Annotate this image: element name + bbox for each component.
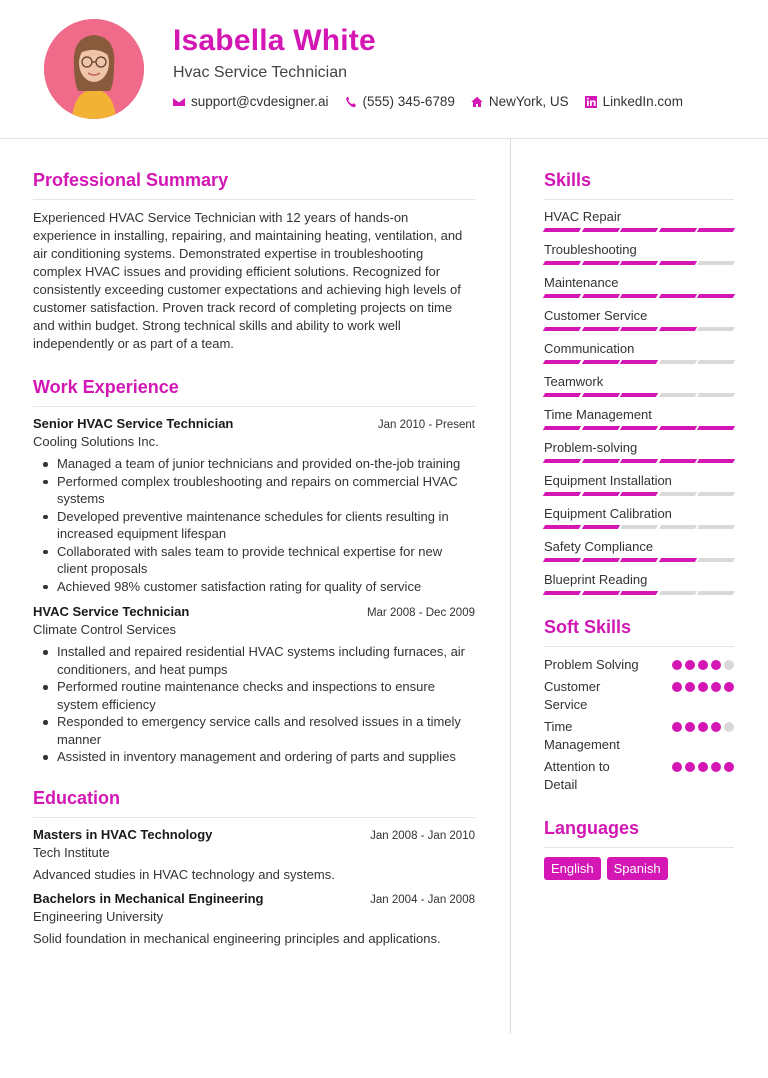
skill-level-bar	[544, 558, 734, 562]
skill-level-segment	[620, 360, 658, 364]
job-title: Senior HVAC Service Technician	[33, 416, 234, 431]
job-date: Mar 2008 - Dec 2009	[366, 607, 475, 619]
contact-row	[173, 94, 683, 109]
skill-level-segment	[543, 393, 581, 397]
skill-level-segment	[620, 426, 658, 430]
skill-level-segment	[659, 426, 697, 430]
job-bullet: Installed and repaired residential HVAC systems including furnaces, air conditioners, and heat pumps	[33, 643, 475, 678]
skill-level-segment	[620, 558, 658, 562]
soft-skill-name: Problem Solving	[544, 657, 639, 672]
rating-dot	[672, 722, 682, 732]
home-icon	[471, 96, 483, 108]
soft-skill-item	[544, 678, 734, 714]
skill-level-segment	[581, 327, 619, 331]
job-bullet: Assisted in inventory management and ordering of parts and supplies	[33, 748, 475, 766]
skill-level-segment	[581, 294, 619, 298]
skill-level-segment	[697, 228, 735, 232]
job-bullet: Performed routine maintenance checks and inspections to ensure system efficiency	[33, 678, 475, 713]
contact-linkedin[interactable]	[585, 94, 683, 109]
skill-level-bar	[544, 525, 734, 529]
skill-level-segment	[697, 591, 735, 595]
skill-name: Equipment Calibration	[544, 506, 672, 521]
language-tags	[544, 857, 734, 880]
skill-level-segment	[620, 459, 658, 463]
skill-level-segment	[659, 459, 697, 463]
skill-level-segment	[659, 393, 697, 397]
skill-level-segment	[697, 558, 735, 562]
candidate-name: Isabella White	[173, 24, 376, 57]
skill-name: Safety Compliance	[544, 539, 654, 554]
skill-level-segment	[581, 525, 619, 529]
skills-heading: Skills	[544, 170, 734, 200]
skill-level-segment	[543, 558, 581, 562]
degree-title: Bachelors in Mechanical Engineering	[33, 890, 264, 906]
skill-level-segment	[581, 459, 619, 463]
rating-dot	[724, 722, 734, 732]
skill-level-segment	[659, 525, 697, 529]
contact-phone-text: (555) 345-6789	[362, 94, 455, 109]
soft-skills-list	[544, 656, 734, 794]
skill-name: Problem-solving	[544, 440, 638, 455]
job-bullet: Responded to emergency service calls and resolved issues in a timely manner	[33, 713, 475, 748]
skill-level-segment	[697, 327, 735, 331]
skill-item	[544, 242, 734, 265]
skill-level-segment	[659, 591, 697, 595]
linkedin-icon	[585, 96, 597, 108]
rating-dot	[698, 762, 708, 772]
skill-item	[544, 209, 734, 232]
skill-level-segment	[620, 228, 658, 232]
skill-item	[544, 341, 734, 364]
skills-section	[544, 170, 734, 595]
skill-level-segment	[620, 525, 658, 529]
rating-dot	[698, 682, 708, 692]
skill-name: Blueprint Reading	[544, 572, 648, 587]
rating-dot	[672, 762, 682, 772]
rating-dot	[711, 722, 721, 732]
skill-level-segment	[581, 393, 619, 397]
soft-skill-rating	[672, 722, 734, 732]
rating-dot	[711, 762, 721, 772]
education-date: Jan 2004 - Jan 2008	[370, 893, 475, 906]
degree-title: Masters in HVAC Technology	[33, 826, 213, 842]
skill-level-segment	[543, 492, 581, 496]
job-entry	[33, 604, 475, 766]
skill-level-segment	[581, 591, 619, 595]
skill-level-segment	[659, 360, 697, 364]
job-bullet: Managed a team of junior technicians and provided on-the-job training	[33, 455, 475, 473]
skill-name: Maintenance	[544, 275, 619, 290]
rating-dot	[711, 682, 721, 692]
rating-dot	[685, 660, 695, 670]
contact-linkedin-text: LinkedIn.com	[602, 94, 683, 109]
job-bullet: Collaborated with sales team to provide technical expertise for new client proposals	[33, 543, 475, 578]
skill-level-segment	[659, 492, 697, 496]
rating-dot	[672, 660, 682, 670]
skill-level-segment	[543, 426, 581, 430]
skill-level-segment	[620, 327, 658, 331]
skill-level-segment	[543, 360, 581, 364]
contact-phone[interactable]	[345, 94, 455, 109]
skill-level-segment	[697, 426, 735, 430]
skill-name: Teamwork	[544, 374, 604, 389]
skill-level-segment	[659, 558, 697, 562]
skill-level-segment	[543, 591, 581, 595]
skill-item	[544, 539, 734, 562]
rating-dot	[698, 660, 708, 670]
languages-section	[544, 818, 734, 880]
soft-skill-name: Customer Service	[544, 679, 601, 712]
skill-level-segment	[620, 294, 658, 298]
rating-dot	[685, 762, 695, 772]
education-entry	[33, 891, 475, 946]
skill-level-bar	[544, 393, 734, 397]
skill-level-segment	[543, 228, 581, 232]
summary-text: Experienced HVAC Service Technician with 12 years of hands-on experience in installing, repairing, and maintaining heating, ventilation, and air conditioning systems. Demonstrated expertise in troubleshooting complex HVAC issues and providing efficient solutions. Recognized for consistently exceeding customer expectations and achieving high levels of customer satisfaction. Proven track record of completing projects on time and within budget. Strong technical skills and ability to work well independently or as part of a team.	[33, 210, 463, 351]
skill-level-segment	[581, 558, 619, 562]
skill-level-segment	[543, 525, 581, 529]
skill-item	[544, 407, 734, 430]
skill-level-segment	[659, 261, 697, 265]
summary-heading: Professional Summary	[33, 170, 475, 200]
skill-item	[544, 572, 734, 595]
languages-heading: Languages	[544, 818, 734, 848]
skill-level-segment	[543, 327, 581, 331]
education-desc: Solid foundation in mechanical engineering principles and applications.	[33, 930, 441, 946]
job-bullets	[33, 455, 475, 595]
soft-skill-name: Attention to Detail	[544, 759, 610, 792]
skill-level-bar	[544, 426, 734, 430]
job-bullet: Performed complex troubleshooting and repairs on commercial HVAC systems	[33, 473, 475, 508]
skill-level-segment	[697, 459, 735, 463]
skill-level-segment	[620, 393, 658, 397]
contact-email[interactable]	[173, 94, 329, 109]
skill-level-segment	[581, 492, 619, 496]
skill-level-segment	[697, 492, 735, 496]
profile-photo-illustration	[44, 19, 144, 119]
skill-level-segment	[543, 459, 581, 463]
summary-section	[33, 170, 475, 353]
contact-location	[471, 94, 569, 109]
rating-dot	[724, 660, 734, 670]
skill-name: HVAC Repair	[544, 209, 622, 224]
skill-level-bar	[544, 327, 734, 331]
skill-level-segment	[697, 294, 735, 298]
skill-level-segment	[620, 261, 658, 265]
rating-dot	[724, 762, 734, 772]
skill-level-segment	[620, 591, 658, 595]
job-company: Climate Control Services	[33, 622, 177, 637]
language-tag: English	[544, 857, 601, 880]
soft-skill-item	[544, 656, 734, 674]
profile-photo	[44, 19, 144, 119]
rating-dot	[711, 660, 721, 670]
education-desc: Advanced studies in HVAC technology and systems.	[33, 866, 335, 882]
soft-skill-rating	[672, 682, 734, 692]
skill-item	[544, 374, 734, 397]
soft-skill-item	[544, 758, 734, 794]
rating-dot	[685, 682, 695, 692]
skill-name: Troubleshooting	[544, 242, 637, 257]
skill-level-segment	[543, 261, 581, 265]
job-bullet: Achieved 98% customer satisfaction rating for quality of service	[33, 578, 475, 596]
skill-name: Customer Service	[544, 308, 648, 323]
education-heading: Education	[33, 788, 475, 818]
skill-level-bar	[544, 294, 734, 298]
education-date: Jan 2008 - Jan 2010	[370, 829, 475, 842]
skill-item	[544, 275, 734, 298]
skill-level-segment	[697, 525, 735, 529]
soft-skills-section	[544, 617, 734, 794]
rating-dot	[672, 682, 682, 692]
job-date: Jan 2010 - Present	[377, 419, 475, 431]
skill-level-segment	[659, 294, 697, 298]
main-column	[33, 170, 475, 946]
skill-level-segment	[659, 327, 697, 331]
side-column	[544, 170, 734, 880]
education-entry	[33, 827, 475, 882]
education-section	[33, 788, 475, 946]
skill-name: Time Management	[544, 407, 652, 422]
job-bullet: Developed preventive maintenance schedules for clients resulting in increased equipment lifespan	[33, 508, 475, 543]
skill-item	[544, 308, 734, 331]
soft-skill-item	[544, 718, 734, 754]
job-company: Cooling Solutions Inc.	[33, 434, 159, 449]
skill-level-segment	[581, 426, 619, 430]
skills-list	[544, 209, 734, 595]
skill-level-segment	[659, 228, 697, 232]
rating-dot	[724, 682, 734, 692]
skill-name: Communication	[544, 341, 635, 356]
skill-level-bar	[544, 459, 734, 463]
contact-location-text: NewYork, US	[488, 94, 569, 109]
soft-skills-heading: Soft Skills	[544, 617, 734, 647]
skill-level-segment	[697, 261, 735, 265]
soft-skill-name: Time Management	[544, 719, 620, 752]
skill-level-segment	[697, 393, 735, 397]
skill-level-segment	[581, 261, 619, 265]
skill-level-segment	[543, 294, 581, 298]
contact-email-text: support@cvdesigner.ai	[191, 94, 329, 109]
skill-level-bar	[544, 591, 734, 595]
experience-heading: Work Experience	[33, 377, 475, 407]
job-title: HVAC Service Technician	[33, 604, 190, 619]
job-entry	[33, 416, 475, 595]
candidate-title: Hvac Service Technician	[173, 64, 348, 81]
school-name: Tech Institute	[33, 844, 110, 860]
skill-level-segment	[581, 360, 619, 364]
skill-level-bar	[544, 228, 734, 232]
skill-level-segment	[697, 360, 735, 364]
skill-level-segment	[581, 228, 619, 232]
skill-level-bar	[544, 261, 734, 265]
skill-item	[544, 506, 734, 529]
rating-dot	[685, 722, 695, 732]
experience-section	[33, 377, 475, 766]
language-tag: Spanish	[607, 857, 668, 880]
skill-level-bar	[544, 360, 734, 364]
soft-skill-rating	[672, 762, 734, 772]
envelope-icon	[173, 96, 185, 108]
skill-item	[544, 473, 734, 496]
school-name: Engineering University	[33, 908, 164, 924]
rating-dot	[698, 722, 708, 732]
skill-name: Equipment Installation	[544, 473, 672, 488]
skill-level-segment	[620, 492, 658, 496]
skill-item	[544, 440, 734, 463]
phone-icon	[345, 96, 357, 108]
skill-level-bar	[544, 492, 734, 496]
job-bullets	[33, 643, 475, 766]
column-divider	[510, 139, 511, 1034]
resume-header	[0, 0, 768, 139]
soft-skill-rating	[672, 660, 734, 670]
